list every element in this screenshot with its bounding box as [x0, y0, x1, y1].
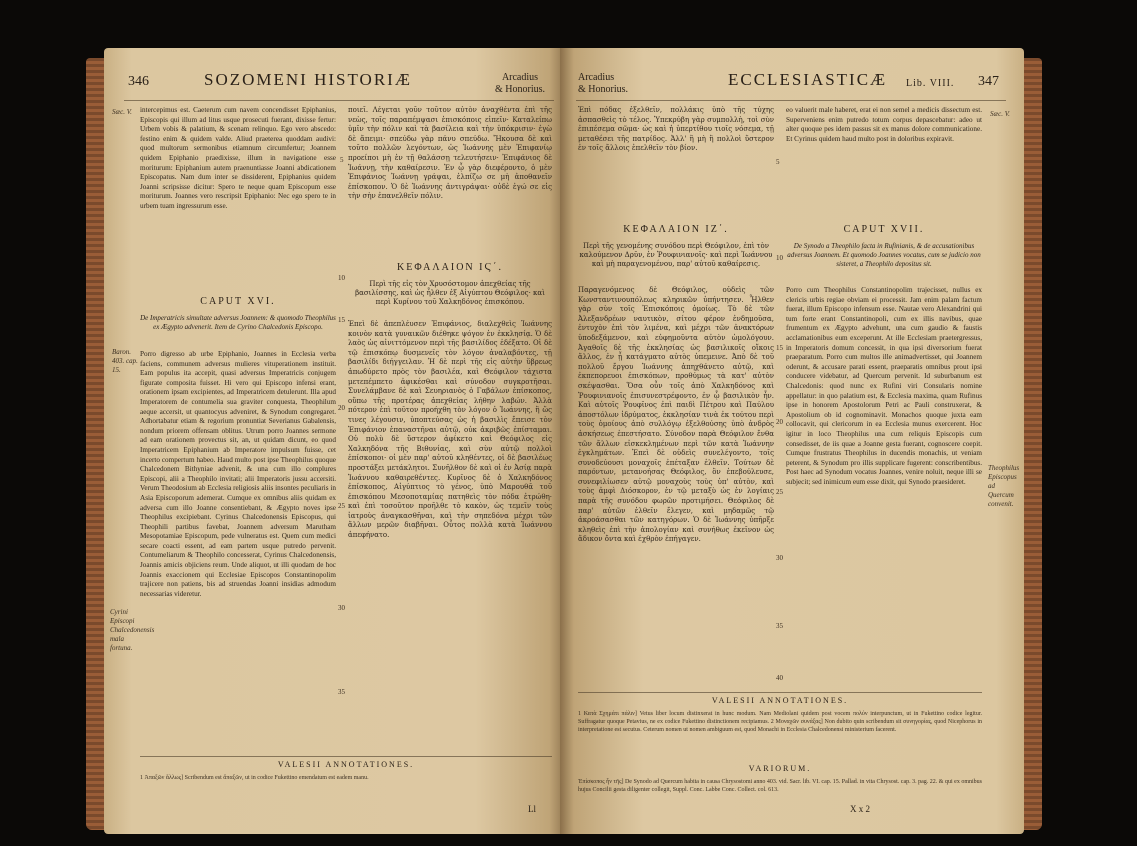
line-number: 30 [776, 554, 783, 562]
chapter-argument-latin: De Imperatricis simultate adversus Joannem: & quomodo Theophilus ex Ægypto advenerit. Item de Cyrino Chalcedonis Episcopo. [140, 314, 336, 331]
margin-note-baronius: Baron. 403. cap. 15. [112, 348, 138, 374]
line-number: 25 [338, 502, 345, 510]
line-number: 20 [338, 404, 345, 412]
line-number: 5 [340, 156, 344, 164]
header-rule [124, 100, 554, 101]
notes-rule [578, 692, 982, 693]
latin-column-main: Porro digresso ab urbe Epiphanio, Joannes in Ecclesia verba faciens, communem adversus mulieres vituperationem instituit. Eam populus ita accepit, quasi adversus Imperatricis conjugem figurate composita fuisset. Hi vero qui Episcopo infensi erant, orationem ipsam excipientes, ad Imperatricem detulerunt. Illa apud Imperatorem de contumelia sua graviter conquesta, Theophilum aeque accersit, ut quantocyus adveniret, & Synodum congregaret. Adhortabatur etiam & regorium pronuntiat Severianus Gabalensis, nondum priorem offensam oblitus. Utrum porro Joannes sermone ad eam orationem provectus sit, an, ut quidam dicunt, eo quod Imperatricem Epiphanium ab Imperatore impulsum fuisse, cet incerto compertum habeo. Haud multo post ipse Theophilus quoque Chalcedonem Bithyniae advenit, & una cum illo complures Episcopi, alii a Theophilo invitati; alii Imperatoris jussu accersiti. Verum Theodosium ab Ecclesia religiosis aliis insontes peculiaris in Asia Episcoporum ademerat. Cumque ex omnibus aliis quidam ex adversa cum illo Joanne consentiebant, & Ægypto noves ipse Theophilus excipiebant. Cyrinus Chalcedonensis Episcopus, qui Theophili partibus favebat, Joannem adversum Marutham Mesopotamiae Episcopum, pede vulneratus est. Quem cum medici secare coacti essent, ad eam partem usque putredo pervenit. Contumeliarum & Theophilo concesserat, Cyrinus Chalcedonensis, Joannis amicis objiciens reum. Unde aliquot, ut illi quodam de hoc Joannis exaccionem qui Ecclesiae Episcopos Constantinopolim trajicere non patiens, bis ad struendas Joanni insidias admodum necessarias videretur. [140, 350, 336, 598]
greek-column-top: ποιεῖ. Λέγεται γοῦν τοῦτον αὐτὸν ἀναχθέντα ἐπὶ τῆς νεὼς, τοῖς παραπέμψασι ἐπισκόποις εἰπεῖν· Καταλείπω ὑμῖν τὴν πόλιν καὶ τὰ βασίλεια καὶ τὴν ὑπόκρισιν· ἐγὼ δὲ ἄπειμι· σπεύδω γὰρ πάνυ σπεύδω. Ἤκουσα δὲ καὶ τοῦτο πολλῶν λεγόντων, ὡς Ἰωάννης μὲν Ἐπιφανίῳ προείποι μὴ ἐν τῇ θαλάσσῃ τελευτήσειν· Ἐπιφάνιος δὲ Ἰωάννῃ, τὴν καθαίρεσιν. Ἐν ᾧ γὰρ διεφέροντο, ὁ μὲν Ἐπιφάνιος Ἰωάννῃ γράψαι, ἐλπίζω σε μὴ ἀποθανεῖν ἐπίσκοπον. Ὁ δὲ Ἰωάννης ἀντιγράψαι· οὐδὲ ἐγώ σε εἰς τὴν σὴν ἐπανελθεῖν πόλιν. [348, 106, 552, 201]
notes-heading: VALESII ANNOTATIONES. [711, 696, 849, 705]
header-rule [576, 100, 1006, 101]
signature-mark: X x 2 [850, 804, 870, 814]
latin-column-top: intercepimus est. Caeterum cum navem concendisset Epiphanius, Episcopis qui illum ad litus usque prosecuti fuerant, dixisse fertur: Urbem vobis & palatium, & scenam relinquo. Ego vero abscedo: festino enim & quidem valde. Aliud praeterea quoddam audivi: quod multorum sermonibus etiamnum circumfertur; Joannem quidem Epiphanio praedixisse, illum in navigatione esse moriturum: Epiphanium autem praenuntiasse Joanni abdicationem Episcopatus. Nam dum inter se dissiderent, Epiphanius quidem Joanni scripsisse dicitur: Spero te neque quam Episcopum esse moriturum. Joannes vero rescripsit Epiphanio: Nec ego spero te in urbem tuam ingressurum esse. [140, 106, 336, 210]
latin-column-main: Porro cum Theophilus Constantinopolim trajecisset, nullus ex clericis urbis regiae obviam ei processit. Jam enim palam factum fuerat, illum Episcopo infensum esse. Nautae vero Alexandrini qui tum forte erant Constantinopoli, cum ex illis navibus, quae frumentum ex Ægypto advehunt, una cum gaudio & faustis acclamationibus eum exceperunt. At ille Ecclesiam praetergressus, in Imperatoris domum concessit, in qua ipsi diversorium fuerat praeparatum. Porro cum multos ille animadvertisset, qui Joannem oderunt, & accusare parati essent, praeparatis omnibus prout ipsi conducere videbatur, ad Quercum pervenit. Id suburbanum est Chalcedonis: quod nunc ex Rufini viri Consularis nomine appellatur: in quo palatium est, & Ecclesia maxima, quam Rufinus ipse in honorem Apostolorum Petri ac Pauli construxerat, & Apostolium ob id cognominavit. Monachos quoque juxta eam collocavit, qui clericorum in ea Ecclesia munus exercerent. Hoc igitur in loco Theophilus una cum reliquis Episcopis cum consedisset, de iis quae a Joanne gesta fuerant, cognoscere coepit. Cumque frustratus Theophilus in ducendis monachis, ut veniam peterent, & Synodum pro illis supplicare fugerent: conscribentibus. Post haec ad Synodum vocatus Joannes, venire noluit, neque illi se subjecit; sed inimicum eum esse dixit, qui Synodo praesideret. [786, 286, 982, 486]
margin-note-quercus: Theophilus Episcopus ad Quercum convenit. [988, 464, 1020, 508]
running-reign [578, 72, 658, 96]
margin-note-saeculum: Sæc. V. [112, 108, 132, 116]
line-number: 35 [338, 688, 345, 696]
line-number: 30 [338, 604, 345, 612]
book-edge-right [1024, 58, 1042, 830]
reign-line-1: Arcadius [501, 72, 539, 83]
chapter-argument-greek: Περὶ τῆς εἰς τὸν Χρυσόστομον ἀπεχθείας τῆς βασιλίσσης, καὶ ὡς ἦλθεν ἐξ Αἰγύπτου Θεόφιλος· καὶ περὶ Κυρίνου τοῦ Χαλκηδόνος ἐπισκόπου. [355, 280, 545, 306]
reign-line-2: & Honorius. [578, 84, 628, 95]
notes-text: 1 Ἀπαξῶν ἄλλως] Scribendum est ἄπαξῶν, ut in codice Fukettino emendatum est eadem manu. [140, 775, 369, 781]
line-number: 15 [338, 316, 345, 324]
page-number: 347 [978, 74, 999, 89]
line-number: 10 [776, 254, 783, 262]
chapter-heading-greek: ΚΕΦΑΛΑΙΟΝ ΙϚ΄. [397, 262, 503, 273]
greek-column-top: Ἐπὶ πόδας ἐξελθεῖν, πολλάκις ὑπὸ τῆς τύχης ἀσπασθεὶς τὸ τέλος. Ὑπεκρύβη γὰρ συμπολλὴ, τοὶ σὺν ἐπιπέσεμα σῶμα· ὡς καὶ ἡ ὑπερτίθου τιοῖς νόσεμα, τῇ μεταθέσει τῆς πατρίδος. Ἀλλ' ἢ μὴ ἢ πολλοὶ ὕστερον ἐν τοῖς ἄλλοις ἐπελθεῖν τὸν βίον. [578, 106, 774, 153]
chapter-heading-latin: CAPUT XVI. [200, 296, 276, 307]
page-number: 346 [128, 74, 149, 89]
line-number: 5 [776, 158, 780, 166]
notes-rule [140, 756, 552, 757]
signature-mark: Ll [528, 804, 536, 814]
chapter-heading-latin: CAPUT XVII. [843, 224, 925, 235]
reign-line-1: Arcadius [578, 72, 615, 83]
variorum-text: Ἐπίσκοπος ἦν τῆς] De Synodo ad Quercum habita in causa Chrysostomi anno 403. vid. Sacr. lib. VI. cap. 15. Pallad. in vita Chrysost. cap. 3. pag. 22. & qui ex omnibus hujus Concilii gesta diligenter collegit, Suppl. Conc. Labbe Conc. Collect. col. 613. [578, 779, 982, 793]
notes-text: 1 Κατὰ Σχημάτι πάλιν] Vetus liber locum distinxerat in hunc modum. Nam Mediolani quidem post vocem πολύν interpunctum, ut in Fukettino codice legitur. Suffragatur quoque Petavius, ne ex codice Fukettino distinctionem recipiamus. 2 Μοναχῶν συνάξας] Non dubito quin scribendum sit συνηγορίας, quod Nicephorus in interpretatione est secutus. Ceterum nomen ut nomen ambiguum est, quod Monachi in Ecclesia Chalcedonensi ministerium facerent. [578, 711, 982, 733]
notes-heading: VALESII ANNOTATIONES. [277, 760, 415, 769]
greek-column-main: Ἐπεὶ δὲ ἀπεπλέυσεν Ἐπιφάνιος, διαλεχθεὶς Ἰωάννης κοινὸν κατὰ γυναικῶν διέθηκε ψόγον ἐν ἐκκλησίᾳ. Ὁ δὲ λαὸς ὡς αἰνιττόμενον περὶ τῆς βασιλίδος ἐδέξατο. Οἱ δὲ τῷ ἐπισκόπῳ δυσμενεῖς τὸν λόγον ἀναλαβόντες, τῇ βασιλίδι διήγγειλαν. Ἡ δὲ περὶ τῆς εἰς αὐτὴν ὕβρεως ἀπωδύρετο πρὸς τὸν βασιλέα, καὶ Θεόφιλον τάχιστα μετεπέμπετο ἀφικέσθαι καὶ σύνοδον συγκροτῆσαι. Συνελάμβανε δὲ καὶ Σευηριανὸς ὁ Γαβάλων ἐπίσκοπος, οὔπω τῆς προτέρας ἀπεχθείας λήθην λαβών. Ἀλλὰ πότερον ἐπὶ τοῦτον προήχθη τὸν λόγον ὁ Ἰωάννης, ἢ ὥς τινες λέγουσιν, ὑποπτεύσας ὡς ἡ βασιλὶς ἔπεισε τὸν Ἐπιφάνιον ἐπαναστῆναι αὐτῷ, οὐκ ἀκριβῶς ἐπίσταμαι. Οὐ πολὺ δὲ ὕστερον ἀφίκετο καὶ Θεόφιλος εἰς Χαλκηδόνα τῆς Βιθυνίας, καὶ σὺν αὐτῷ πολλοὶ ἐπίσκοποι· οἱ μὲν παρ' αὐτοῦ κληθέντες, οἱ δὲ βασιλέως προστάξει μετάκλητοι. Συνῆλθον δὲ καὶ οἱ ἐν Ἀσίᾳ παρὰ Ἰωάννου καθαιρεθέντες. Κυρῖνος δὲ ὁ Χαλκηδόνος ἐπίσκοπος, Αἰγύπτιος τὸ γένος, ὑπὸ Μαρουθᾶ τοῦ ἐπισκόπου Μεσοποταμίας πατηθεὶς τὸν πόδα ἐτρώθη· καὶ ἐπὶ τοσοῦτον προῆλθε τὸ κακὸν, ὡς τεμεῖν τοὺς ἰατροὺς ἀναγκασθῆναι, καὶ τὴν σηπεδόνα μέχρι τῶν ἄλλων μερῶν διαβῆναι. Οὗτος πολλὰ κατὰ Ἰωάννου ἀπεφήνατο. [348, 320, 552, 540]
line-number: 15 [776, 344, 783, 352]
line-number: 10 [338, 274, 345, 282]
right-page [560, 48, 1024, 834]
line-number: 25 [776, 488, 783, 496]
running-reign [480, 72, 560, 96]
chapter-argument-latin: De Synodo a Theophilo facta in Rufinianis, & de accusationibus adversus Joannem. Et quomodo Joannes vocatus, cum se judicio non sisteret, a Theophilo depositus sit. [787, 242, 981, 268]
book-spread [104, 48, 1024, 834]
latin-column-top: eo valuerit male haberet, erat ei non semel a medicis dissectum est. Superveniens enim putredo totum corpus depascebatur: adeo ut alter quoque pes idem passus sit ex manus dolore communicatione. Et Cyrinus quidem haud multo post in doloribus expiravit. [786, 106, 982, 143]
variorum-heading: VARIORUM. [748, 764, 812, 773]
margin-note-cyrinus: Cyrini Episcopi Chalcedonensis mala fortuna. [110, 608, 155, 652]
chapter-argument-greek: Περὶ τῆς γενομένης συνόδου περὶ Θεόφιλον, ἐπὶ τὸν καλούμενον Δρῦν, ἐν Ῥουφινιανοῖς· καὶ περὶ Ἰωάννου καὶ μὴ παραγενομένου, παρ' αὐτοῦ καθαίρεσις. [579, 242, 773, 268]
running-book: Lib. VIII. [906, 78, 955, 89]
left-page [104, 48, 568, 834]
line-number: 35 [776, 622, 783, 630]
greek-column-main: Παραγενόμενος δὲ Θεόφιλος, οὐδεὶς τῶν Κωνσταντινουπόλεως κληρικῶν ὑπήντησεν. Ἦλθεν γὰρ σὺν τοῖς Ἐπισκόποις ὁμοίως. Τὸ δὲ τῶν Ἀλεξανδρέων ναυτικὸν, σίτου φέρον ἐνδημοῦσα, ἐντυχὸν ἐπὶ τὸν λιμένα, καὶ μέχρι τῶν ἀνακτόρων ὑποδεξάμενον, καὶ εὐφημοῦντα αὐτὸν ὠμολόγουν. Ἀγαθοῖς δὲ τῆς ἐκκλησίας ὡς βασιλικοῖς οἴκοις ἄλλος, ἐν ᾗ κατάγματο αὐτὸς ὑπεμεινε. Ἀπὸ δὲ τοῦ πολλοῦ ἔργου Ἰωάννης ἀπηχθάνετο αὐτῷ, καὶ ἐκπεπορευοι ἐπισκόπων, προθύμως τὰ κατ' αὐτὸν σκέψασθαι. Ὅσα οὖν τοῖς ἀπὸ Χαλκηδόνος καὶ Ῥουφινιανοῖς ἐπισυνεστρέφοντο, ἐν ᾧ βασιλικὸν ἦν. Καὶ αὐτοῖς Ῥουφῖνος ἐπὶ παιδὶ Πέτρου καὶ Παύλου ἀποστόλων ἱδρύματος, ἐκκλησίαν τινὰ ἐκ τούτου περὶ τοὺς ὁμοίους ἀπὸ συλλόγῳ ἐξελθούσης ὑπὸ ἀνδρὸς ἀσκήσεως ἐπεστήσατο. Σύνοδον παρὰ Θεόφιλον ἔνθα τῶν ἄλλων εἰσκεκλημένων περὶ τῶν κατὰ Ἰωάννην ἐγκλημάτων. Ἐπεὶ δὲ οὐδεὶς συνελέγοντο, τοῖς συνοδεύουσι μοναχοῖς ἐπέταξαν ἐλθεῖν. Τούτων δὲ παρόντων, μετανοήσας Θεόφιλος, ὃν ἐπεβούλευσε, συνεφιλίωσεν αὐτῷ μοναχοὺς τοὺς ὑπ' αὐτὸν, καὶ τοὺς ἀμφὶ Διόσκορον, ἐν τῷ μεταξὺ ὡς ἐν λογίαις παρὰ τῆς συνόδου φωρῶν προτιμήσει. Θεόφιλος δὲ παρ' αὐτῶν ἐλθεῖν ἔλεγεν, καὶ μηδαμῶς τῷ ἀκροάσασθαι τῶν κατηγόρων. Ὁ δὲ Ἰωάννης ὑπῆρξε κληθεὶς ἐπὶ τὴν ἀπολογίαν καὶ συνήθως ἐκεῖνον ὡς ἄδικον ὄντα καὶ ἐχθρὸν ἐπήγαγεν. [578, 286, 774, 544]
book-edge-left [86, 58, 104, 830]
running-title: ECCLESIASTICÆ [728, 70, 888, 89]
line-number: 20 [776, 418, 783, 426]
reign-line-2: & Honorius. [495, 84, 545, 95]
margin-note-saeculum: Sæc. V. [990, 110, 1010, 118]
chapter-heading-greek: ΚΕΦΑΛΑΙΟΝ ΙΖ΄. [623, 224, 729, 235]
line-number: 40 [776, 674, 783, 682]
running-title: SOZOMENI HISTORIÆ [204, 70, 412, 89]
